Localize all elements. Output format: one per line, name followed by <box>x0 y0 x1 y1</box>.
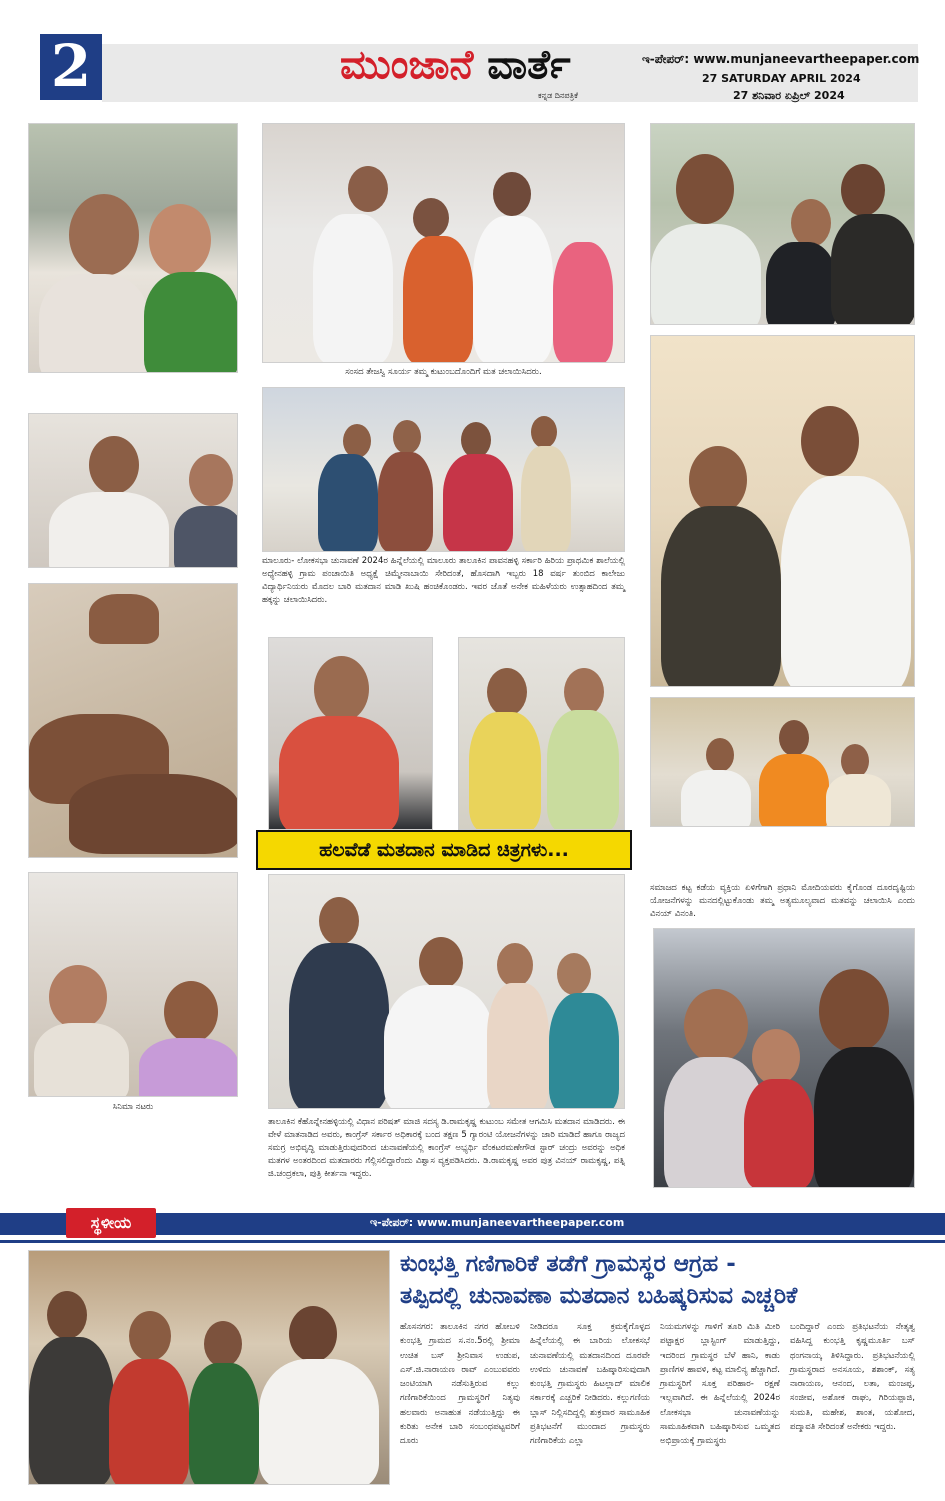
section-ribbon-title: ಹಲವೆಡೆ ಮತದಾನ ಮಾಡಿದ ಚಿತ್ರಗಳು... <box>256 830 632 870</box>
section-divider <box>0 1240 945 1243</box>
story-column-4: ಬಂದಿದ್ದಾರೆ ಎಂದು ಪ್ರತಿಭಟನೆಯ ನೇತೃತ್ವ ವಹಿಸಿದ್ದ ಕುಂಭತ್ತಿ ಕೃಷ್ಣಮೂರ್ತಿ ಬಸ್ ಥಂಗನಾಯ್ಕ ತಿಳಿಸಿದ್ದಾರು. ಪ್ರತಿಭಟನೆಯಲ್ಲಿ ಗ್ರಾಮಸ್ಥರಾದ ಅನಸೂಯ, ಶಶಾಂಕ್, ಸತ್ಯ ನಾರಾಯಣ, ಆನಂದ, ಲತಾ, ಮಂಜಪ್ಪ, ಸಂಜೀವ, ಅಶೋಕ ರಾಘು, ಗಿರಿಯಪ್ಪಾಜಿ, ಸುಮತಿ, ಮಹೇಶ, ಶಾಂತ, ಯಶೋದ, ಪದ್ಮಾವತಿ ಸೇರಿದಂತೆ ಅನೇಕರು ಇದ್ದರು. <box>790 1322 915 1433</box>
photo-inked-fingers <box>28 583 238 858</box>
caption-film-actors: ಸಿನಿಮಾ ನಟರು <box>112 1102 154 1112</box>
masthead-word-1: ಮುಂಜಾನೆ <box>340 41 474 88</box>
photo-malur-women-voters <box>262 387 625 552</box>
story-column-3: ನಿಯಮಗಳನ್ನು ಗಾಳಿಗೆ ತೂರಿ ಮಿತಿ ಮೀರಿ ಪಟ್ಟಾಕ್ಷರ ಬ್ಲಾಸ್ಟಿಂಗ್ ಮಾಡುತ್ತಿದ್ದು, ಇದರಿಂದ ಗ್ರಾಮಸ್ಥರ ಬೆಳೆ ಹಾನಿ, ಕಾಡು ಪ್ರಾಣಿಗಳ ಹಾವಳಿ, ಕಟ್ಟ ಮಾಲಿನ್ಯ ಹೆಚ್ಚಾಗಿದೆ. ಗ್ರಾಮಸ್ಥರಿಗೆ ಸೂಕ್ತ ಪರಿಹಾರ- ರಕ್ಷಣೆ ಇಲ್ಲವಾಗಿದೆ. ಈ ಹಿನ್ನೆಲೆಯಲ್ಲಿ 2024ರ ಲೋಕಸಭಾ ಚುನಾವಣೆಯನ್ನು ಸಾಮೂಹಿಕವಾಗಿ ಬಹಿಷ್ಕಾರಿಸುವ ಒಮ್ಮತದ ಅಭಿಪ್ರಾಯಕ್ಕೆ ಗ್ರಾಮಸ್ಥರು <box>660 1322 780 1447</box>
photo-film-actors <box>28 872 238 1097</box>
newspaper-masthead <box>340 38 640 92</box>
photo-couple-selfie <box>28 123 238 373</box>
masthead-word-2: ವಾರ್ತೆ <box>487 41 571 88</box>
story-column-1: ಹೊಸನಗರ: ತಾಲೂಕಿನ ನಗರ ಹೋಬಳಿ ಕುಂಭತ್ತಿ ಗ್ರಾಮದ ಸ.ನಂ.5ರಲ್ಲಿ ಶ್ರೀಮಾ ಉಚಿತ ಬಸ್ ಶ್ರೀನಿವಾಸ ಉಡುಪ, ಎಸ್.ಜಿ.ನಾರಾಯಣ ರಾವ್ ಎಂಬುವವರು ಜಂಟಿಯಾಗಿ ನಡೆಸುತ್ತಿರುವ ಕಲ್ಲು ಗಣಿಗಾರಿಕೆಯಿಂದ ಗ್ರಾಮಸ್ಥರಿಗೆ ನಿತ್ಯವು ಹಲವಾರು ಅನಾಹುತ ನಡೆಯುತ್ತಿದ್ದು ಈ ಕುರಿತು ಅನೇಕ ಬಾರಿ ಸಂಬಂಧಪಟ್ಟವರಿಗೆ ದೂರು <box>400 1322 520 1447</box>
caption-malur: ಮಾಲೂರು- ಲೋಕಸಭಾ ಚುನಾವಣೆ 2024ರ ಹಿನ್ನೆಲೆಯಲ್ಲಿ ಮಾಲೂರು ತಾಲೂಕಿನ ಪಾವನಹಳ್ಳಿ ಸರ್ಕಾರಿ ಹಿರಿಯ ಪ್ರಾಥಮಿಕ ಶಾಲೆಯಲ್ಲಿ ಅಧ್ಯೇನಹಳ್ಳಿ ಗ್ರಾಮ ಪಂಚಾಯಿತಿ ಅಧ್ಯಕ್ಷೆ ಚಿಮ್ಮೇನಾಬಾಯಿ ಸೇರಿದಂತೆ, ಹೊಸದಾಗಿ ಇಬ್ಬರು 18 ವರ್ಷ ತುಂಬಿದ ಕಾಲೇಜು ವಿದ್ಯಾರ್ಥಿನಿಯರು ಮೊದಲ ಬಾರಿ ಮತದಾನ ಮಾಡಿ ಖುಷಿ ಹಂಚಿಕೊಂಡರು. ಇವರ ಜೊತೆ ಅನೇಕ ಮಹಿಳೆಯರು ಉತ್ಸಾಹದಿಂದ ತಮ್ಮ ಹಕ್ಕನ್ನು ಚಲಾಯಿಸಿದರು. <box>262 556 625 605</box>
date-kannada: 27 ಶನಿವಾರ ಏಪ್ರಿಲ್ 2024 <box>733 89 845 102</box>
photo-two-women-voters <box>458 637 625 830</box>
photo-couple-booth <box>650 335 915 687</box>
caption-ramakrishna: ತಾಲೂಕಿನ ಕೆಹೊನ್ನೇನಹಳ್ಳಿಯಲ್ಲಿ ವಿಧಾನ ಪರಿಷತ್ ಮಾಜಿ ಸದಸ್ಯ ಡಿ.ರಾಮಕೃಷ್ಣ ಕುಟುಂಬ ಸಮೇತ ಆಗಮಿಸಿ ಮತದಾನ ಮಾಡಿದರು. ಈ ವೇಳೆ ಮಾತನಾಡಿದ ಅವರು, ಕಾಂಗ್ರೆಸ್ ಸರ್ಕಾರ ಅಧಿಕಾರಕ್ಕೆ ಬಂದ ತಕ್ಷಣ 5 ಗ್ಯಾರಂಟಿ ಯೋಜನೆಗಳನ್ನು ಜಾರಿ ಮಾಡಿದೆ ಹಾಗೂ ರಾಜ್ಯದ ಸಮಗ್ರ ಅಭಿವೃದ್ಧಿ ಮಾಡುತ್ತಿರುವುದರಿಂದ ಚುನಾವಣೆಯಲ್ಲಿ ಕಾಂಗ್ರೆಸ್ ಅಭ್ಯರ್ಥಿ ವೆಂಕಟರಮಣೇಗೌಡ ಸ್ಟಾರ್ ಚಂದ್ರು ಅವರನ್ನು ಅಧಿಕ ಮತಗಳ ಅಂತರದಿಂದ ಮತದಾರರು ಗೆಲ್ಲಿಸಲಿದ್ದಾರೆಂದು ವಿಶ್ವಾಸ ವ್ಯಕ್ತಪಡಿಸಿದರು. ಡಿ.ರಾಮಕೃಷ್ಣ ಅವರ ಪುತ್ರ ವಿನಯ್ ರಾಮಕೃಷ್ಣ, ಪತ್ನಿ ಜಿ.ಚಂದ್ರಕಲಾ, ಪುತ್ರಿ ಕೀರ್ತನಾ ಇದ್ದರು. <box>268 1117 626 1179</box>
caption-tejasvi-surya: ಸಂಸದ ತೇಜಸ್ವಿ ಸೂರ್ಯ ತಮ್ಮ ಕುಟುಂಬದೊಂದಿಗೆ ಮತ ಚಲಾಯಿಸಿದರು. <box>345 367 542 377</box>
masthead-tagline: ಕನ್ನಡ ದಿನಪತ್ರಿಕೆ <box>538 91 579 100</box>
photo-villagers-protest <box>28 1250 390 1485</box>
photo-man-red-shirt <box>268 637 433 830</box>
story-headline-line1: ಕುಂಭತ್ತಿ ಗಣಿಗಾರಿಕೆ ತಡೆಗೆ ಗ್ರಾಮಸ್ಥರ ಆಗ್ರಹ - <box>400 1251 736 1277</box>
caption-vinay: ಸಮಾಜದ ಕಟ್ಟ ಕಡೆಯ ವ್ಯಕ್ತಿಯ ಏಳಿಗೆಗಾಗಿ ಪ್ರಧಾನಿ ಮೋದಿಯವರು ಕೈಗೊಂಡ ದೂರದೃಷ್ಟಿಯ ಯೋಜನೆಗಳನ್ನು ಮನದಲ್ಲಿಟ್ಟುಕೊಂಡು ತಮ್ಮ ಅತ್ಯಮೂಲ್ಯವಾದ ಮತವನ್ನು ಚಲಾಯಿಸಿ ಎಂದು ವಿನಯ್ ವಿನಂತಿ. <box>650 883 915 919</box>
strip-epaper-link[interactable]: ಇ-ಪೇಪರ್: www.munjaneevartheepaper.com <box>370 1216 625 1229</box>
photo-couple-ink <box>28 413 238 568</box>
story-column-2: ನೀಡಿದರೂ ಸೂಕ್ತ ಕ್ರಮಕೈಗೊಳ್ಳದ ಹಿನ್ನೆಲೆಯಲ್ಲಿ ಈ ಬಾರಿಯ ಲೋಕಸಭೆ ಚುನಾವಣೆಯಲ್ಲಿ ಮತದಾನದಿಂದ ದೂರವೇ ಉಳಿದು ಚುನಾವಣೆ ಬಹಿಷ್ಕಾರಿಸುವುದಾಗಿ ಕುಂಭತ್ತಿ ಗ್ರಾಮಸ್ಥರು ಹಿಟಲ್ಲಾದ್ ಮಾಲಿಕ ಸರ್ಕಾರಕ್ಕೆ ಎಚ್ಚರಿಕೆ ನೀಡಿದರು. ಕಲ್ಲುಗಣಿಯ ಬ್ಲಾಸ್ ನಿಲ್ಲಿಸದಿದ್ದಲ್ಲಿ ಶುಕ್ರವಾರ ಸಾಮೂಹಿಕ ಪ್ರತಿಭಟನೆಗೆ ಮುಂದಾದ ಗ್ರಾಮಸ್ಥರು ಗಣಿಗಾರಿಕೆಯ ಎಲ್ಲಾ <box>530 1322 650 1447</box>
story-headline-line2: ತಪ್ಪಿದಲ್ಲಿ ಚುನಾವಣಾ ಮತದಾನ ಬಹಿಷ್ಕರಿಸುವ ಎಚ್ಚರಿಕೆ <box>400 1283 798 1309</box>
photo-car-selfie-family <box>653 928 915 1188</box>
section-tab-local[interactable]: ಸ್ಥಳೀಯ <box>66 1208 156 1238</box>
epaper-link[interactable]: ಇ-ಪೇಪರ್: www.munjaneevartheepaper.com <box>642 52 920 66</box>
photo-ramakrishna-family <box>268 874 625 1109</box>
photo-family-selfie <box>650 123 915 325</box>
photo-elders-voters <box>650 697 915 827</box>
photo-tejasvi-surya-family <box>262 123 625 363</box>
date-english: 27 SATURDAY APRIL 2024 <box>702 72 861 85</box>
page-number: 2 <box>40 34 102 100</box>
